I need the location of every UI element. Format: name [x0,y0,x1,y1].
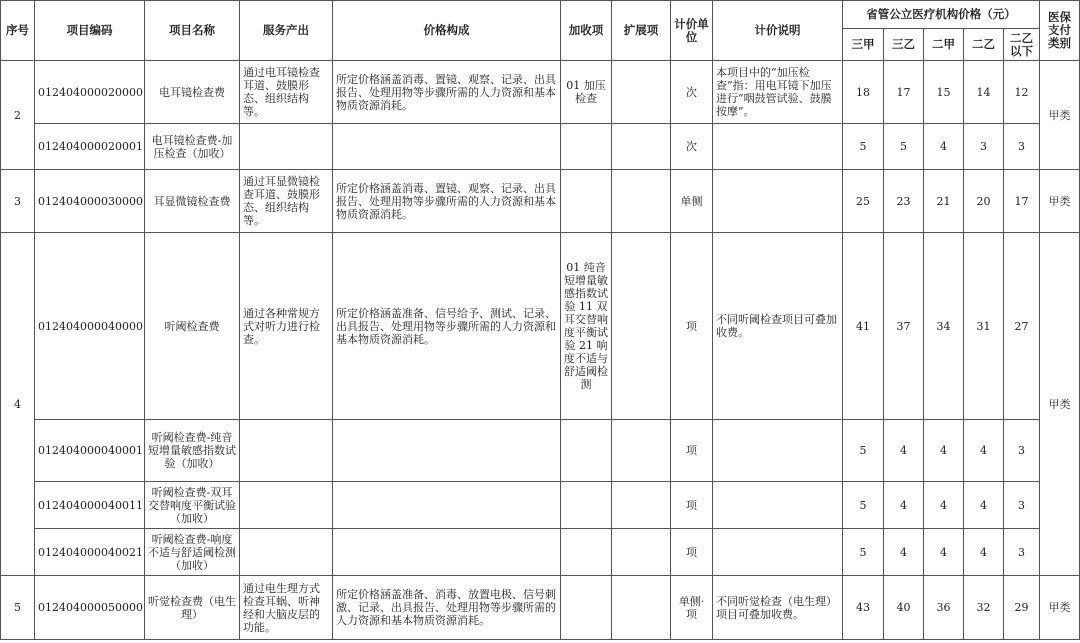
table-row [1,420,1080,482]
cell-price: 4 [964,482,1004,529]
cell-unit: 次 [671,124,713,170]
cell-addon [561,529,612,576]
cell-name: 听阈检查费 [145,233,240,420]
cell-price: 15 [924,61,964,124]
cell-name: 电耳镜检查费 [145,61,240,124]
cell-price: 4 [924,124,964,170]
cell-price: 25 [843,170,884,233]
cell-price: 36 [924,576,964,640]
cell-price: 4 [924,420,964,482]
cell-price: 14 [964,61,1004,124]
cell-name: 电耳镜检查费-加压检查（加收） [145,124,240,170]
cell-code: 012404000020001 [35,124,145,170]
cell-price: 3 [1004,420,1040,482]
cell-price: 5 [843,420,884,482]
cell-addon [561,420,612,482]
cell-unit: 项 [671,420,713,482]
cell-service: 通过耳显微镜检查耳道、鼓膜形态、组织结构等。 [240,170,333,233]
header-level-2a: 二甲 [924,29,964,61]
cell-description: 本项目中的“加压检查”指：用电耳镜下加压进行“咽鼓管试验、鼓膜按摩”。 [713,61,843,124]
header-unit: 计价单位 [671,1,713,61]
cell-price: 4 [964,529,1004,576]
cell-price: 29 [1004,576,1040,640]
cell-price: 4 [924,529,964,576]
cell-price-composition: 所定价格涵盖准备、消毒、放置电极、信号刺激、记录、出具报告、处理用物等步骤所需的人力资源和基本物质资源消耗。 [333,576,561,640]
header-level-below: 二乙以下 [1004,29,1040,61]
cell-service [240,482,333,529]
cell-extension [612,529,671,576]
cell-code: 012404000040011 [35,482,145,529]
cell-addon [561,482,612,529]
header-price-group: 省管公立医疗机构价格（元） [843,1,1040,29]
header-description: 计价说明 [713,1,843,61]
header-level-3a: 三甲 [843,29,884,61]
cell-price: 31 [964,233,1004,420]
table-row [1,170,1080,233]
cell-addon: 01 加压检查 [561,61,612,124]
header-level-2b: 二乙 [964,29,1004,61]
header-name: 项目名称 [145,1,240,61]
cell-price: 17 [884,61,924,124]
cell-unit: 项 [671,233,713,420]
cell-price: 3 [1004,482,1040,529]
cell-insurance: 甲类 [1040,170,1080,233]
cell-price-composition [333,482,561,529]
cell-extension [612,576,671,640]
table-row [1,233,1080,420]
cell-insurance: 甲类 [1040,233,1080,576]
cell-price-composition [333,529,561,576]
cell-price-composition: 所定价格涵盖消毒、置镜、观察、记录、出具报告、处理用物等步骤所需的人力资源和基本物质资源消耗。 [333,170,561,233]
cell-service: 通过电耳镜检查耳道、鼓膜形态、组织结构等。 [240,61,333,124]
cell-price: 5 [843,529,884,576]
table-row [1,529,1080,576]
cell-addon [561,576,612,640]
cell-name: 听阈检查费-响度不适与舒适阈检测（加收） [145,529,240,576]
cell-description [713,170,843,233]
header-level-3b: 三乙 [884,29,924,61]
cell-unit: 单侧·项 [671,576,713,640]
cell-price: 20 [964,170,1004,233]
cell-price: 4 [964,420,1004,482]
cell-price: 17 [1004,170,1040,233]
table-row [1,576,1080,640]
cell-price: 23 [884,170,924,233]
cell-description [713,124,843,170]
cell-unit: 次 [671,61,713,124]
cell-price: 32 [964,576,1004,640]
cell-code: 012404000050000 [35,576,145,640]
cell-price: 43 [843,576,884,640]
cell-price: 4 [884,420,924,482]
cell-extension [612,61,671,124]
header-extension: 扩展项 [612,1,671,61]
cell-name: 听觉检查费（电生理） [145,576,240,640]
cell-unit: 项 [671,529,713,576]
cell-service [240,529,333,576]
cell-seq: 3 [1,170,35,233]
header-price-composition: 价格构成 [333,1,561,61]
cell-price: 41 [843,233,884,420]
cell-unit: 单侧 [671,170,713,233]
cell-insurance: 甲类 [1040,576,1080,640]
cell-name: 听阈检查费-双耳交替响度平衡试验（加收） [145,482,240,529]
cell-price: 3 [1004,124,1040,170]
cell-unit: 项 [671,482,713,529]
cell-code: 012404000020000 [35,61,145,124]
cell-service [240,124,333,170]
cell-price: 4 [924,482,964,529]
cell-name: 耳显微镜检查费 [145,170,240,233]
cell-description: 不同听觉检查（电生理）项目可叠加收费。 [713,576,843,640]
cell-extension [612,170,671,233]
cell-addon [561,170,612,233]
cell-price: 4 [884,482,924,529]
header-code: 项目编码 [35,1,145,61]
cell-extension [612,420,671,482]
header-service: 服务产出 [240,1,333,61]
cell-seq: 5 [1,576,35,640]
cell-price: 21 [924,170,964,233]
cell-seq: 2 [1,61,35,170]
cell-description [713,529,843,576]
cell-seq: 4 [1,233,35,576]
table-row [1,482,1080,529]
table-row [1,124,1080,170]
cell-price: 18 [843,61,884,124]
cell-addon [561,124,612,170]
cell-service [240,420,333,482]
cell-service: 通过电生理方式检查耳蜗、听神经和大脑皮层的功能。 [240,576,333,640]
cell-price: 34 [924,233,964,420]
cell-code: 012404000040021 [35,529,145,576]
cell-price: 5 [884,124,924,170]
cell-price: 5 [843,482,884,529]
cell-description: 不同听阈检查项目可叠加收费。 [713,233,843,420]
cell-extension [612,233,671,420]
cell-price: 3 [1004,529,1040,576]
cell-price-composition: 所定价格涵盖消毒、置镜、观察、记录、出具报告、处理用物等步骤所需的人力资源和基本物质资源消耗。 [333,61,561,124]
cell-price: 27 [1004,233,1040,420]
cell-price: 37 [884,233,924,420]
table-row [1,61,1080,124]
cell-description [713,420,843,482]
cell-code: 012404000030000 [35,170,145,233]
cell-name: 听阈检查费-纯音短增量敏感指数试验（加收） [145,420,240,482]
cell-price: 5 [843,124,884,170]
cell-price-composition [333,124,561,170]
cell-code: 012404000040001 [35,420,145,482]
cell-price: 40 [884,576,924,640]
cell-service: 通过各种常规方式对听力进行检查。 [240,233,333,420]
cell-price-composition: 所定价格涵盖准备、信号给予、测试、记录、出具报告、处理用物等步骤所需的人力资源和基本物质资源消耗。 [333,233,561,420]
cell-price: 3 [964,124,1004,170]
cell-price-composition [333,420,561,482]
cell-extension [612,124,671,170]
header-addon: 加收项 [561,1,612,61]
cell-extension [612,482,671,529]
cell-insurance: 甲类 [1040,61,1080,170]
cell-code: 012404000040000 [35,233,145,420]
header-seq: 序号 [1,1,35,61]
header-insurance: 医保支付类别 [1040,1,1080,61]
cell-addon: 01 纯音短增量敏感指数试验 11 双耳交替响度平衡试验 21 响度不适与舒适阈检测 [561,233,612,420]
cell-price: 12 [1004,61,1040,124]
cell-price: 4 [884,529,924,576]
cell-description [713,482,843,529]
